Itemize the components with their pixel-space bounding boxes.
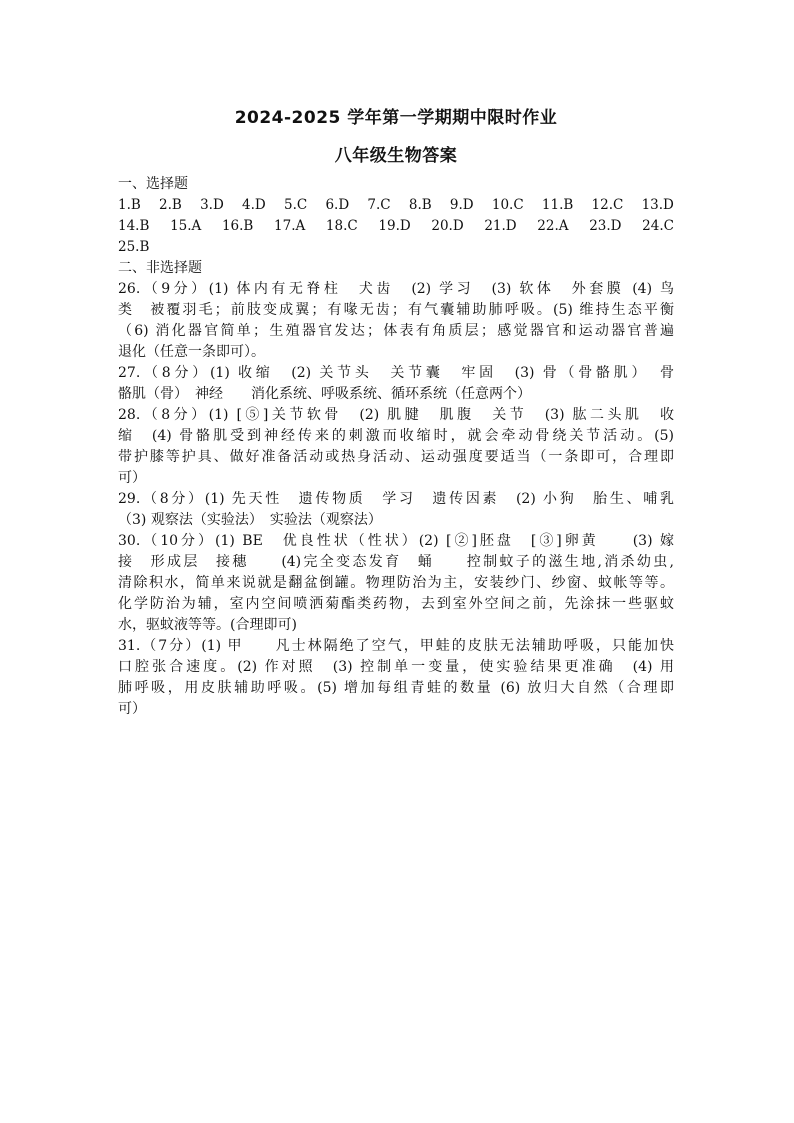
- mc-answer: 19.D: [378, 218, 411, 234]
- mc-answer: 17.A: [274, 218, 306, 234]
- answer-text-line: 水，驱蚊液等等。(合理即可): [118, 617, 297, 633]
- document-title: 2024-2025 学年第一学期期中限时作业: [234, 108, 558, 128]
- answer-text-line: 29.（8分）(1) 先天性 遗传物质 学习 遗传因素 (2) 小狗 胎生、哺乳: [118, 491, 674, 507]
- mc-answer-row: [118, 216, 674, 237]
- answer-text-line: 口腔张合速度。(2) 作对照 (3) 控制单一变量，使实验结果更准确 (4) 用: [118, 659, 674, 675]
- mc-answer: 2.B: [159, 197, 182, 213]
- mc-answer: 3.D: [200, 197, 224, 213]
- open-question-answers: [118, 279, 674, 720]
- answer-text-line: 27.（8分）(1) 收缩 (2) 关节头 关节囊 牢固 (3) 骨（骨骼肌） 骨: [118, 365, 674, 381]
- mc-answer: 21.D: [484, 218, 517, 234]
- mc-answer-row: [118, 237, 674, 258]
- answer-text-line: 可）: [118, 470, 146, 486]
- mc-answer: 15.A: [170, 218, 202, 234]
- answer-text-line: 26.（9分）(1) 体内有无脊柱 犬齿 (2) 学习 (3) 软体 外套膜 (4) 鸟: [118, 281, 674, 297]
- answer-text-line: 骼肌（骨） 神经 消化系统、呼吸系统、循环系统（任意两个）: [118, 386, 531, 402]
- mc-answer: 24.C: [642, 218, 674, 234]
- mc-answer: 5.C: [284, 197, 308, 213]
- mc-answer: 13.D: [641, 197, 674, 213]
- section-open-questions-heading: 二、非选择题: [118, 260, 202, 276]
- mc-answer: 25.B: [118, 239, 150, 255]
- multiple-choice-answers: [118, 195, 674, 258]
- answer-text-line: 可）: [118, 701, 146, 717]
- mc-answer: 18.C: [325, 218, 358, 234]
- mc-answer: 12.C: [591, 197, 624, 213]
- answer-text-line: 肺呼吸，用皮肤辅助呼吸。(5) 增加每组青蛙的数量 (6) 放归大自然（合理即: [118, 680, 674, 696]
- mc-answer: 20.D: [431, 218, 464, 234]
- answer-text-line: 缩 (4) 骨骼肌受到神经传来的刺激而收缩时，就会牵动骨绕关节活动。(5): [118, 428, 674, 444]
- mc-answer-row: [118, 195, 674, 216]
- answer-text-line: 28.（8分）(1) [⑤]关节软骨 (2) 肌腱 肌腹 关节 (3) 肱二头肌 收: [118, 407, 674, 423]
- mc-answer: 23.D: [589, 218, 622, 234]
- mc-answer: 14.B: [118, 218, 150, 234]
- mc-answer: 11.B: [541, 197, 574, 213]
- mc-answer: 16.B: [221, 218, 254, 234]
- answer-text-line: 接 形成层 接穗 (4)完全变态发育 蛹 控制蚊子的滋生地,消杀幼虫,: [118, 554, 674, 570]
- section-multiple-choice-heading: 一、选择题: [118, 176, 188, 192]
- answer-text-line: 31.（7分）(1) 甲 凡士林隔绝了空气，甲蛙的皮肤无法辅助呼吸，只能加快: [118, 638, 674, 654]
- mc-answer: 8.B: [408, 197, 432, 213]
- mc-answer: 10.C: [491, 197, 524, 213]
- answer-text-line: （6) 消化器官简单；生殖器官发达；体表有角质层；感觉器官和运动器官普遍: [118, 323, 674, 339]
- mc-answer: 6.D: [325, 197, 350, 213]
- answer-sheet: [118, 104, 674, 720]
- answer-text-line: （3) 观察法（实验法） 实验法（观察法）: [118, 512, 382, 528]
- mc-answer: 7.C: [367, 197, 391, 213]
- mc-answer: 4.D: [242, 197, 266, 213]
- answer-text-line: 30.（10分）(1) BE 优良性状（性状）(2) [②]胚盘 [③]卵黄 (3) 嫁: [118, 533, 674, 549]
- answer-text-line: 带护膝等护具、做好准备活动或热身活动、运动强度要适当（一条即可，合理即: [118, 449, 674, 465]
- answer-text-line: 退化（任意一条即可）。: [118, 344, 265, 360]
- mc-answer: 1.B: [118, 197, 141, 213]
- document-subtitle: 八年级生物答案: [334, 146, 458, 166]
- answer-text-line: 类 被覆羽毛；前肢变成翼；有喙无齿；有气囊辅助肺呼吸。(5) 维持生态平衡: [118, 302, 674, 318]
- answer-text-line: 清除积水，简单来说就是翻盆倒罐。物理防治为主，安装纱门、纱窗、蚊帐等等。: [118, 575, 674, 591]
- answer-text-line: 化学防治为辅，室内空间喷洒菊酯类药物，去到室外空间之前，先涂抹一些驱蚊: [118, 596, 674, 612]
- mc-answer: 22.A: [537, 218, 569, 234]
- mc-answer: 9.D: [449, 197, 474, 213]
